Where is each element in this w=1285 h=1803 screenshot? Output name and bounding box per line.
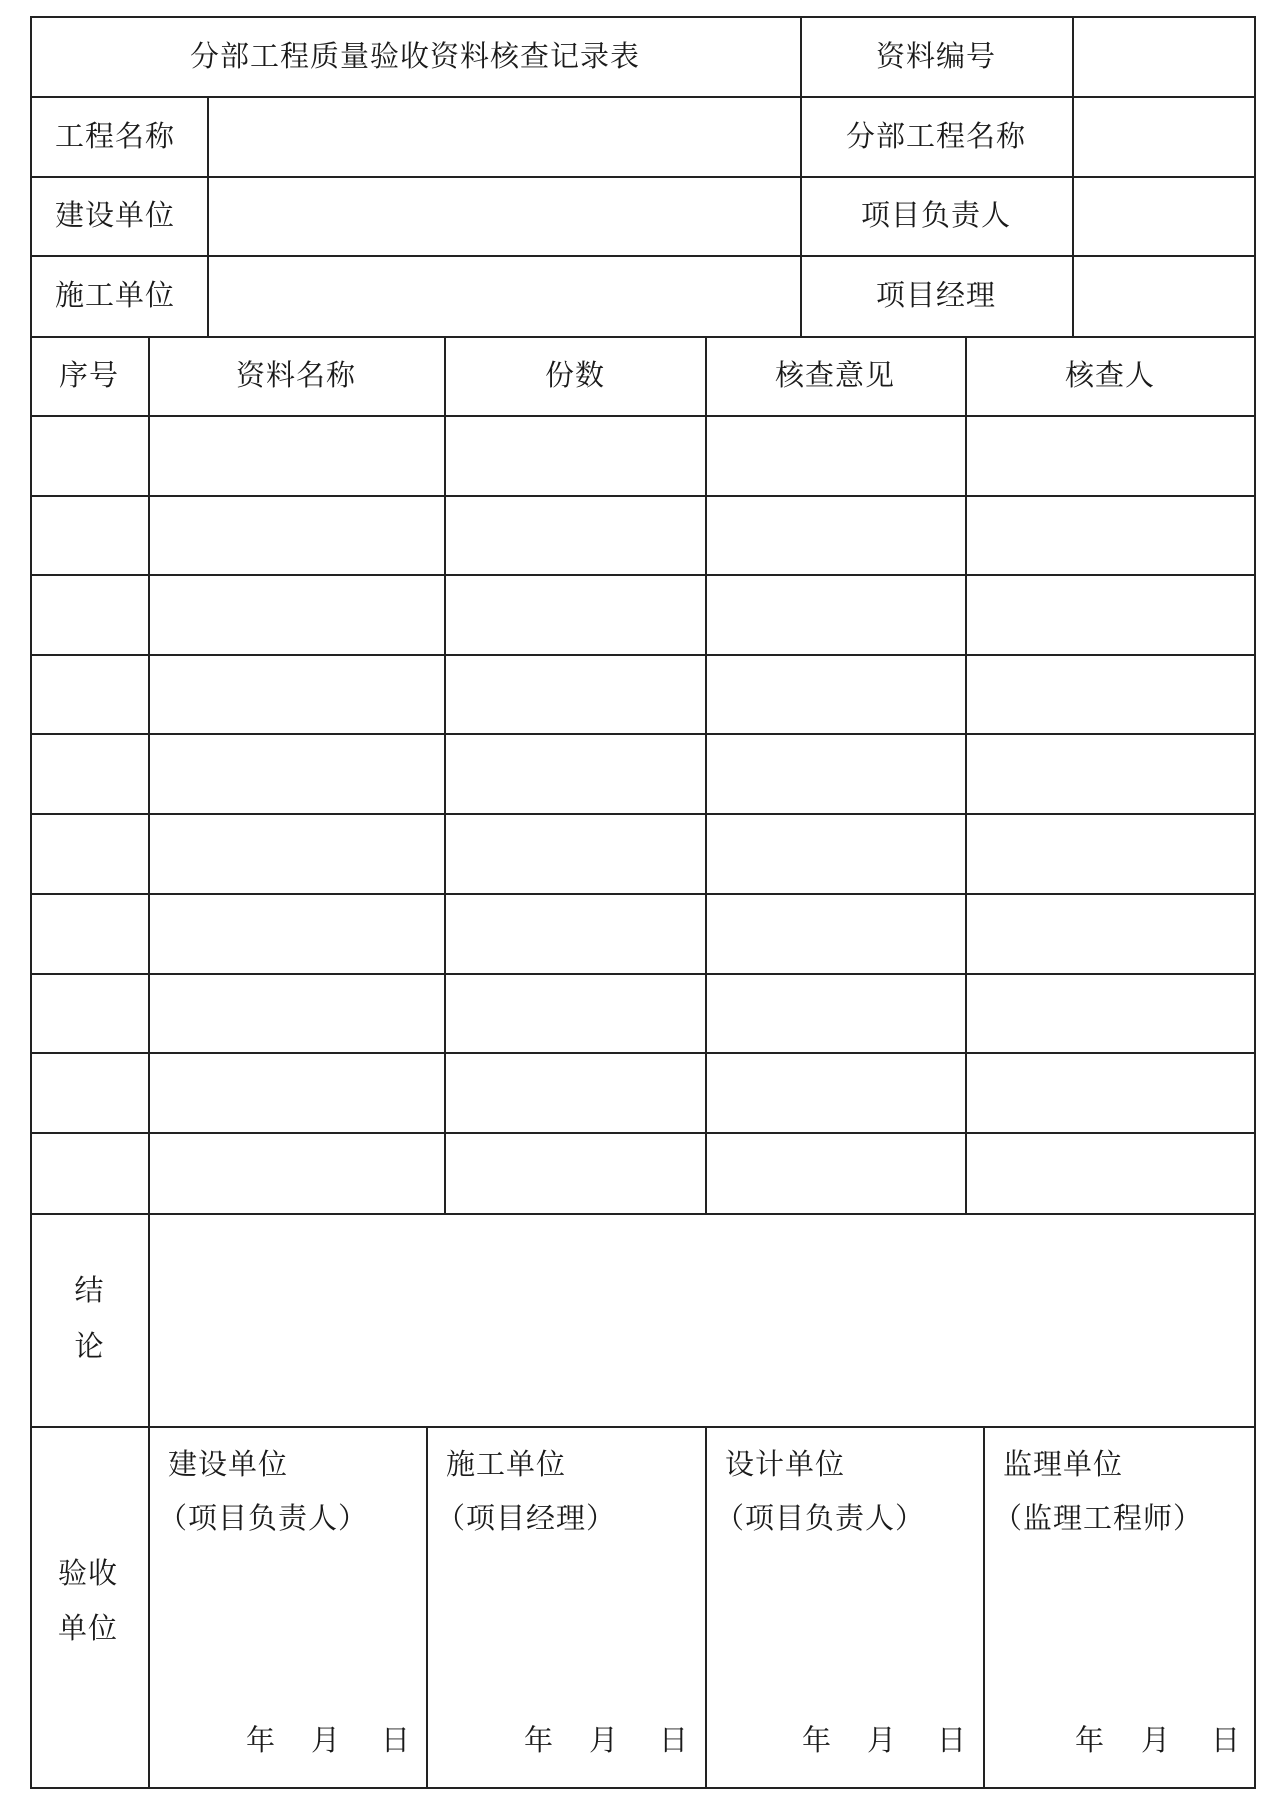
date-day: 日 (937, 1723, 968, 1757)
date-day: 日 (381, 1723, 412, 1757)
row-line (30, 336, 1256, 338)
date-year: 年 (524, 1723, 555, 1757)
header-reviewer: 核查人 (1064, 358, 1156, 392)
table-body (30, 415, 1256, 1213)
date-day: 日 (659, 1723, 690, 1757)
contractor-field[interactable] (215, 263, 790, 327)
project-manager-label: 项目经理 (875, 278, 997, 312)
builder-label: 建设单位 (55, 198, 176, 232)
col-line (800, 16, 802, 336)
date-year: 年 (1075, 1723, 1106, 1757)
col-line (705, 1426, 707, 1789)
conclusion-text[interactable] (158, 1221, 1248, 1419)
date-year: 年 (802, 1723, 833, 1757)
acceptance-unit-builder: 建设单位 (168, 1447, 289, 1481)
subproject-name-field[interactable] (1080, 104, 1248, 168)
date-day: 日 (1211, 1723, 1242, 1757)
acceptance-unit-contractor: 施工单位 (446, 1447, 567, 1481)
project-leader-label: 项目负责人 (860, 198, 1012, 232)
contractor-label: 施工单位 (55, 278, 176, 312)
acceptance-unit-supervisor: 监理单位 (1003, 1447, 1124, 1481)
acceptance-label-2: 单位 (58, 1611, 119, 1645)
doc-number-label: 资料编号 (875, 39, 997, 73)
project-leader-field[interactable] (1080, 184, 1248, 248)
date-month: 月 (311, 1723, 342, 1757)
project-name-label: 工程名称 (55, 119, 176, 153)
date-month: 月 (1141, 1723, 1172, 1757)
acceptance-role-builder: （项目负责人） (158, 1501, 369, 1535)
project-manager-field[interactable] (1080, 263, 1248, 327)
row-line (30, 1426, 1256, 1428)
col-line (1072, 16, 1074, 336)
date-month: 月 (867, 1723, 898, 1757)
acceptance-role-designer: （项目负责人） (715, 1501, 926, 1535)
conclusion-label-1: 结 (74, 1273, 104, 1307)
header-serial: 序号 (58, 358, 120, 392)
header-review-opinion: 核查意见 (774, 358, 896, 392)
acceptance-unit-designer: 设计单位 (725, 1447, 846, 1481)
subproject-name-label: 分部工程名称 (845, 119, 1027, 153)
col-line (426, 1426, 428, 1789)
row-line (30, 1213, 1256, 1215)
doc-number-value[interactable] (1085, 38, 1245, 74)
col-line (983, 1426, 985, 1789)
header-copies: 份数 (544, 358, 606, 392)
acceptance-label-1: 验收 (58, 1556, 119, 1590)
builder-field[interactable] (215, 184, 790, 248)
acceptance-role-supervisor: （监理工程师） (993, 1501, 1204, 1535)
header-doc-name: 资料名称 (235, 358, 357, 392)
acceptance-role-contractor: （项目经理） (436, 1501, 617, 1535)
project-name-field[interactable] (215, 104, 790, 168)
form-title: 分部工程质量验收资料核查记录表 (189, 39, 641, 73)
col-line (207, 96, 209, 336)
date-month: 月 (589, 1723, 620, 1757)
conclusion-label-2: 论 (74, 1329, 104, 1363)
date-year: 年 (246, 1723, 277, 1757)
